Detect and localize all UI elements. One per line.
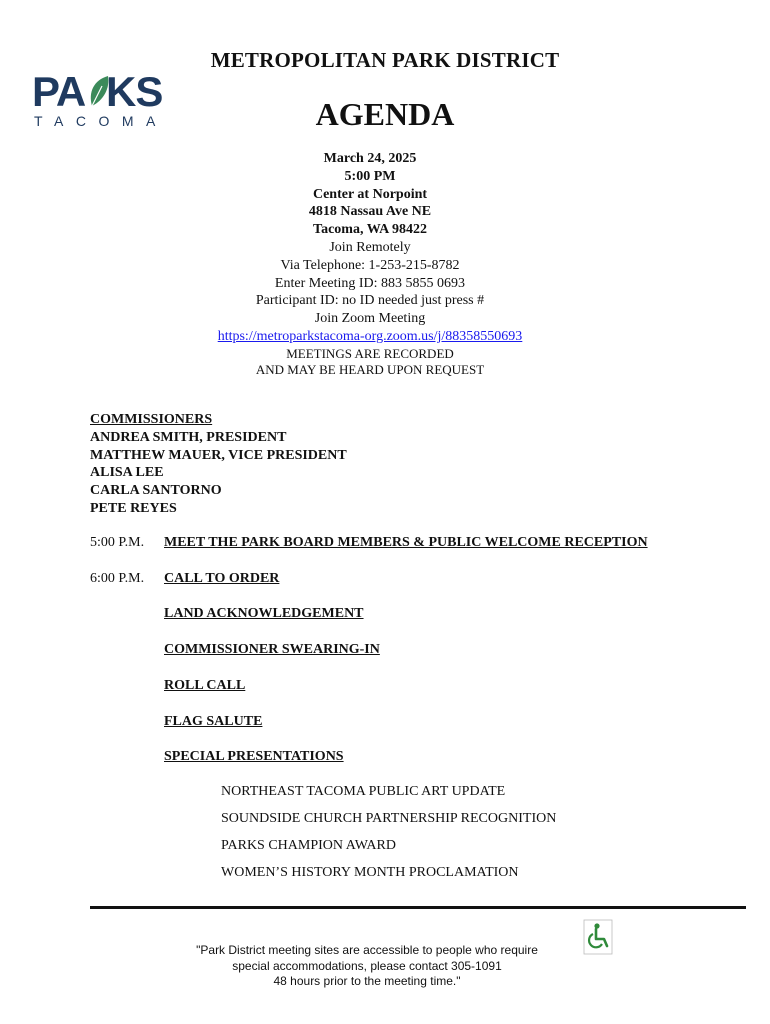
participant-id-line: Participant ID: no ID needed just press # (255, 293, 485, 309)
meeting-time: 5:00 PM (344, 168, 396, 184)
agenda-item-swearing-in: COMMISSIONER SWEARING-IN (164, 642, 380, 657)
recorded-notice-2: AND MAY BE HEARD UPON REQUEST (255, 361, 485, 377)
presentation-item: SOUNDSIDE CHURCH PARTNERSHIP RECOGNITION (221, 811, 557, 826)
meeting-id-line: Enter Meeting ID: 883 5855 0693 (274, 275, 466, 291)
presentation-item: PARKS CHAMPION AWARD (221, 838, 396, 853)
recorded-notice-1: MEETINGS ARE RECORDED (286, 345, 454, 361)
agenda-time: 5:00 P.M. (90, 535, 145, 550)
agenda-item-land-acknowledgement: LAND ACKNOWLEDGEMENT (164, 606, 364, 621)
agenda-item-call-to-order: CALL TO ORDER (164, 571, 280, 586)
accessibility-line-2: special accommodations, please contact 305-1091 (232, 958, 502, 973)
remote-heading: Join Remotely (329, 239, 411, 255)
agenda-item-roll-call: ROLL CALL (164, 678, 246, 693)
commissioner-name: PETE REYES (90, 500, 177, 516)
wheelchair-accessible-icon (583, 919, 613, 955)
commissioners-list (90, 411, 347, 518)
commissioner-name: CARLA SANTORNO (90, 483, 222, 499)
presentation-item: WOMEN’S HISTORY MONTH PROCLAMATION (221, 865, 519, 880)
accessibility-line-1: "Park District meeting sites are accessible to people who require (196, 943, 538, 957)
meeting-address: 4818 Nassau Ave NE (308, 204, 432, 220)
svg-text:KS: KS (106, 70, 163, 115)
svg-text:PA: PA (32, 70, 86, 115)
svg-text:TACOMA: TACOMA (34, 113, 168, 129)
meeting-date: March 24, 2025 (323, 151, 417, 166)
page-title: AGENDA (315, 96, 455, 132)
agenda-item-flag-salute: FLAG SALUTE (164, 714, 263, 729)
organization-name: METROPOLITAN PARK DISTRICT (210, 48, 560, 72)
accessibility-line-3: 48 hours prior to the meeting time." (273, 974, 461, 988)
commissioner-name: ALISA LEE (90, 465, 164, 481)
footer-divider (90, 906, 746, 909)
meeting-city: Tacoma, WA 98422 (313, 222, 427, 238)
zoom-link[interactable]: https://metroparkstacoma-org.zoom.us/j/88358550693 (217, 328, 523, 344)
agenda-time: 6:00 P.M. (90, 571, 145, 586)
telephone-line: Via Telephone: 1-253-215-8782 (280, 257, 460, 273)
agenda-item-special-presentations: SPECIAL PRESENTATIONS (164, 749, 344, 764)
agenda-item-reception: MEET THE PARK BOARD MEMBERS & PUBLIC WELCOME RECEPTION (164, 535, 648, 550)
meeting-info (0, 150, 740, 378)
commissioner-name: MATTHEW MAUER, VICE PRESIDENT (90, 447, 347, 463)
accessibility-notice (0, 943, 734, 990)
zoom-heading: Join Zoom Meeting (314, 311, 426, 327)
presentation-item: NORTHEAST TACOMA PUBLIC ART UPDATE (221, 784, 506, 799)
meeting-venue: Center at Norpoint (312, 186, 428, 202)
commissioners-heading: COMMISSIONERS (90, 412, 213, 427)
commissioner-name: ANDREA SMITH, PRESIDENT (90, 429, 287, 445)
